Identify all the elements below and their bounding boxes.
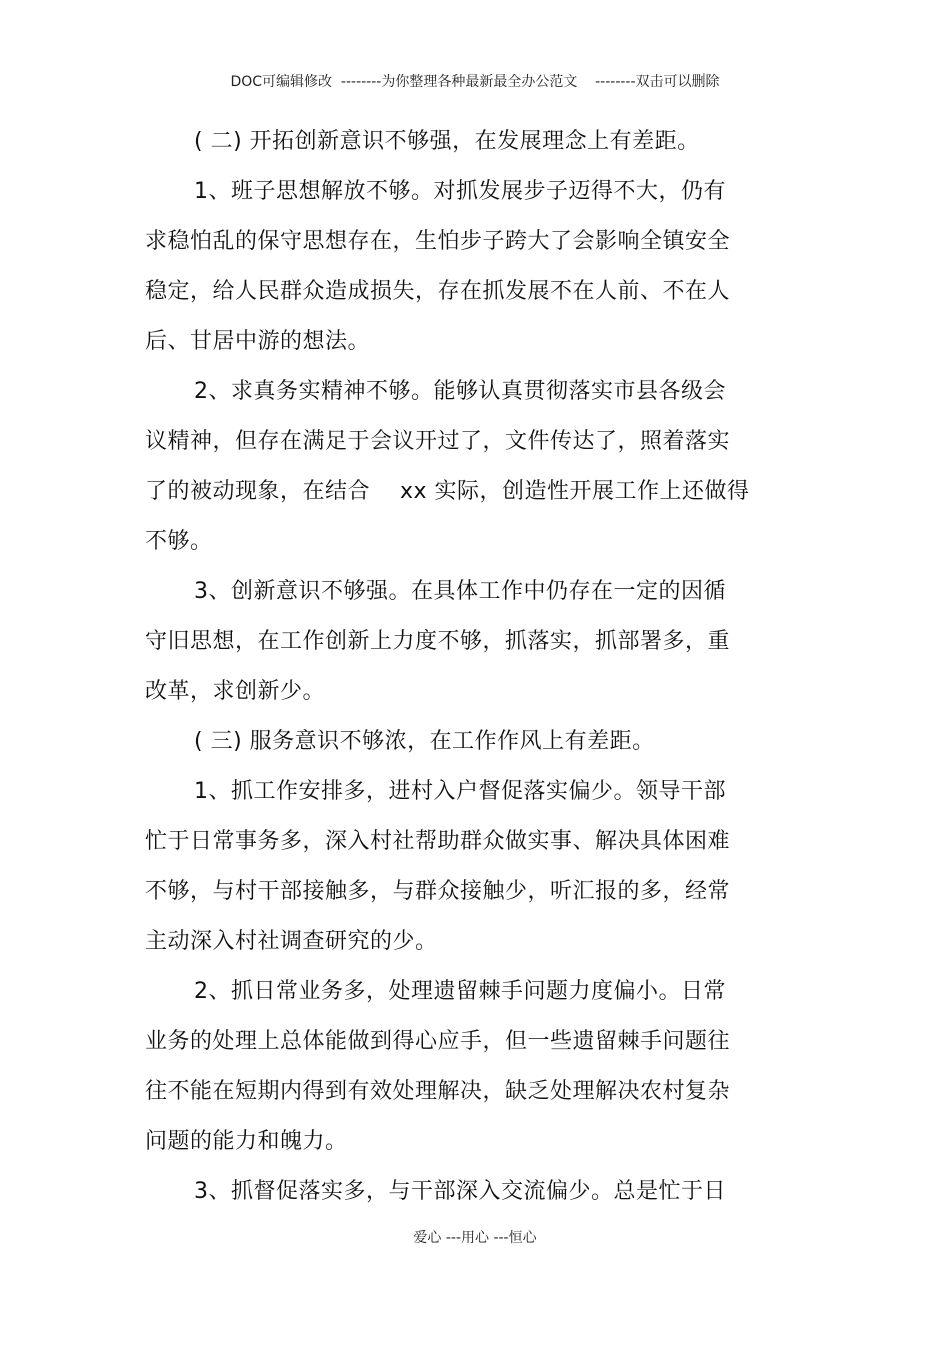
- body-line: 2、求真务实精神不够。能够认真贯彻落实市县各级会: [194, 379, 726, 404]
- body-line: 问题的能力和魄力。: [145, 1129, 348, 1154]
- body-line: 业务的处理上总体能做到得心应手，但一些遗留棘手问题往: [145, 1029, 731, 1054]
- body-line: 改革，求创新少。: [145, 679, 326, 704]
- document-body: [145, 117, 785, 1217]
- body-line: 后、甘居中游的想法。: [145, 329, 371, 354]
- body-line: 主动深入村社调查研究的少。: [145, 929, 438, 954]
- body-line: 2、抓日常业务多，处理遗留棘手问题力度偏小。日常: [194, 979, 726, 1004]
- body-line: 不够。: [145, 529, 213, 554]
- body-line: 3、创新意识不够强。在具体工作中仍存在一定的因循: [194, 579, 726, 604]
- body-line: 3、抓督促落实多，与干部深入交流偏少。总是忙于日: [194, 1179, 726, 1204]
- body-line: 了的被动现象，在结合 xx 实际，创造性开展工作上还做得: [145, 479, 750, 504]
- page-footer: 爱心 ---用心 ---恒心: [413, 1230, 537, 1246]
- body-line: 求稳怕乱的保守思想存在，生怕步子跨大了会影响全镇安全: [145, 229, 731, 254]
- body-line: 不够，与村干部接触多，与群众接触少，听汇报的多，经常: [145, 879, 731, 904]
- body-line: 1、抓工作安排多，进村入户督促落实偏少。领导干部: [194, 779, 726, 804]
- body-line: 议精神，但存在满足于会议开过了，文件传达了，照着落实: [145, 429, 731, 454]
- body-line: 1、班子思想解放不够。对抓发展步子迈得不大，仍有: [194, 179, 726, 204]
- body-line: ( 三) 服务意识不够浓，在工作作风上有差距。: [194, 729, 655, 754]
- body-line: 往不能在短期内得到有效处理解决，缺乏处理解决农村复杂: [145, 1079, 731, 1104]
- body-line: 稳定，给人民群众造成损失，存在抓发展不在人前、不在人: [145, 279, 731, 304]
- body-line: ( 二) 开拓创新意识不够强，在发展理念上有差距。: [194, 129, 700, 154]
- page-header: DOC可编辑修改 --------为你整理各种最新最全办公范文 --------双击可以删除: [230, 74, 720, 90]
- body-line: 忙于日常事务多，深入村社帮助群众做实事、解决具体困难: [145, 829, 731, 854]
- body-line: 守旧思想，在工作创新上力度不够，抓落实，抓部署多，重: [145, 629, 731, 654]
